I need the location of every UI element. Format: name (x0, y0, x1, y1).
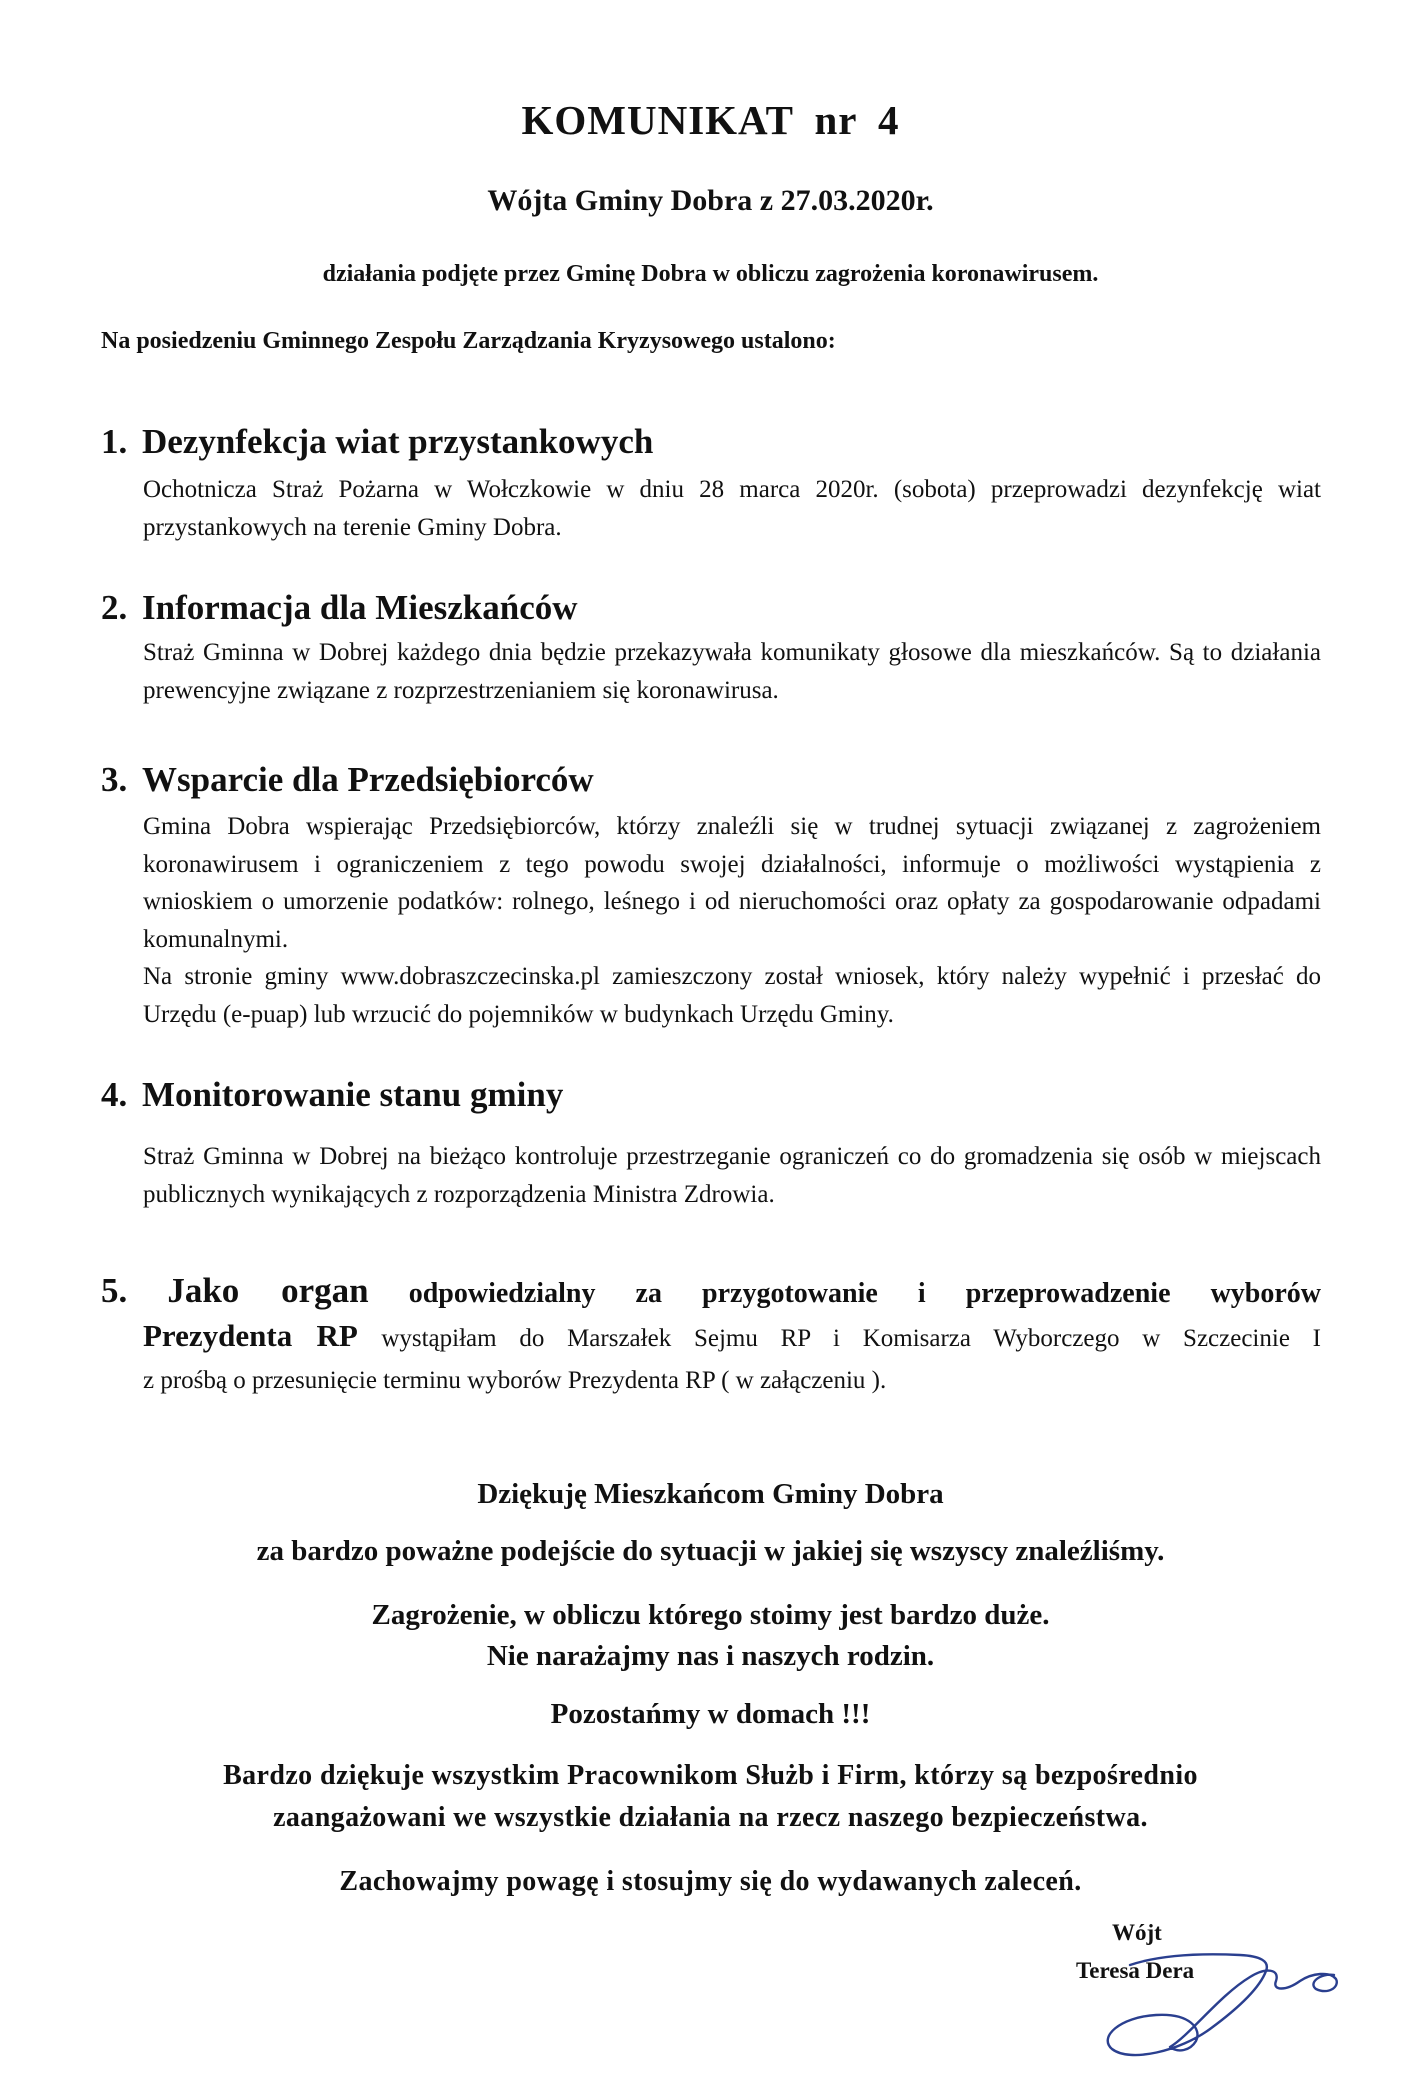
section-paragraph: Gmina Dobra wspierając Przedsiębiorców, którzy znaleźli się w trudnej sytuacji związanej z zagrożeniem koronawirusem i ograniczeniem z tego powodu swojej działalności, informuje o możliwości wystąpienia z wnioskiem o umorzenie podatków: rolnego, leśnego i od nieruchomości oraz opłaty za gospodarowanie odpadami komunalnymi. (143, 813, 1321, 953)
section-5 (101, 1270, 1321, 1402)
closing-appeal: Zachowajmy powagę i stosujmy się do wydawanych zaleceń. (339, 1866, 1082, 1897)
closing-warning-2: Nie narażajmy nas i naszych rodzin. (486, 1640, 935, 1672)
closing-stay-home: Pozostańmy w domach !!! (550, 1698, 871, 1730)
section-5-line2-rest: wystąpiłam do Marszałek Sejmu RP i Komisarza Wyborczego w Szczecinie I (381, 1325, 1321, 1352)
closing-thanks-staff-1: Bardzo dziękuje wszystkim Pracownikom Służb i Firm, którzy są bezpośrednio (223, 1760, 1198, 1791)
closing-thanks-2: za bardzo poważne podejście do sytuacji w jakiej się wszyscy znaleźliśmy. (256, 1535, 1165, 1567)
section-paragraph: Ochotnicza Straż Pożarna w Wołczkowie w dniu 28 marca 2020r. (sobota) przeprowadzi dezynfekcję wiat przystankowych na terenie Gminy Dobra. (143, 476, 1321, 541)
closing-thanks-staff-2: zaangażowani we wszystkie działania na rzecz naszego bezpieczeństwa. (273, 1802, 1148, 1833)
section-title: Dezynfekcja wiat przystankowych (142, 422, 654, 461)
closing-thanks: Dziękuję Mieszkańcom Gminy Dobra (477, 1478, 944, 1510)
section-number: 4. (101, 1075, 128, 1114)
intro-line: działania podjęte przez Gminę Dobra w obliczu zagrożenia koronawirusem. (322, 261, 1099, 287)
section-5-line2-bold: Prezydenta RP (143, 1318, 358, 1353)
section-number: 5. (101, 1271, 128, 1310)
section-1-heading (101, 422, 653, 462)
section-2-heading (101, 588, 578, 628)
section-paragraph: Na stronie gminy www.dobraszczecinska.pl zamieszczony został wniosek, który należy wypełnić i przesłać do Urzędu (e-puap) lub wrzucić do pojemników w budynkach Urzędu Gminy. (143, 963, 1321, 1028)
signature-role: Wójt (1112, 1920, 1162, 1945)
closing-warning-1: Zagrożenie, w obliczu którego stoimy jest bardzo duże. (371, 1599, 1050, 1631)
section-5-lead-big: Jako organ (167, 1271, 369, 1310)
handwritten-signature (1090, 1925, 1350, 2075)
section-2-body (143, 634, 1321, 709)
section-paragraph: Straż Gminna w Dobrej na bieżąco kontroluje przestrzeganie ograniczeń co do gromadzenia się osób w miejscach publicznych wynikających z rozporządzenia Ministra Zdrowia. (143, 1143, 1321, 1208)
section-paragraph: Straż Gminna w Dobrej każdego dnia będzie przekazywała komunikaty głosowe dla mieszkańców. Są to działania prewencyjne związane z rozprzestrzenianiem się koronawirusa. (143, 639, 1321, 704)
document-title: KOMUNIKAT nr 4 (521, 97, 900, 143)
section-1-body (143, 471, 1321, 546)
section-3-body (143, 808, 1321, 1033)
section-number: 3. (101, 760, 128, 799)
section-4-heading (101, 1075, 563, 1115)
section-title: Informacja dla Mieszkańców (142, 588, 578, 627)
document-subtitle: Wójta Gminy Dobra z 27.03.2020r. (487, 184, 934, 217)
section-4-body (143, 1138, 1321, 1213)
section-5-line3: z prośbą o przesunięcie terminu wyborów Prezydenta RP ( w załączeniu ). (143, 1367, 887, 1394)
meeting-lead: Na posiedzeniu Gminnego Zespołu Zarządzania Kryzysowego ustalono: (101, 328, 836, 354)
section-number: 2. (101, 588, 128, 627)
section-number: 1. (101, 422, 128, 461)
section-title: Monitorowanie stanu gminy (142, 1075, 564, 1114)
section-3-heading (101, 760, 594, 800)
signature-name: Teresa Dera (1076, 1958, 1195, 1983)
section-5-lead-rest: odpowiedzialny za przygotowanie i przeprowadzenie wyborów (408, 1278, 1322, 1309)
section-title: Wsparcie dla Przedsiębiorców (142, 760, 594, 799)
